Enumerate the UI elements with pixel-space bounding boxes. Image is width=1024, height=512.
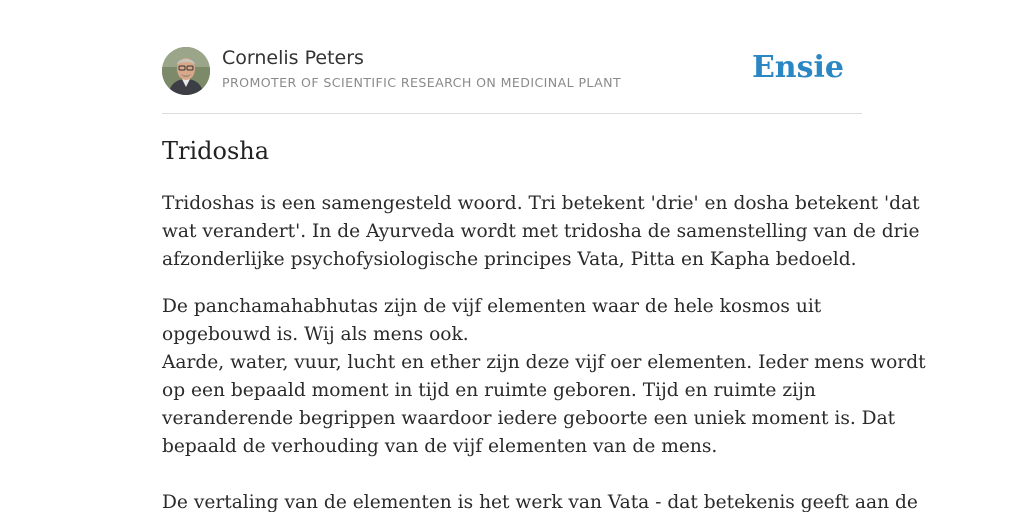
text-line: De panchamahabhutas zijn de vijf elementen waar de hele kosmos uit [162, 296, 822, 317]
text-line: opgebouwd is. Wij als mens ook. [162, 324, 469, 345]
paragraph-2 [162, 293, 926, 512]
author-avatar[interactable] [162, 47, 210, 95]
paragraph-1 [162, 190, 920, 274]
article-title: Tridosha [162, 137, 270, 165]
text-line: bepaald de verhouding van de vijf elementen van de mens. [162, 436, 718, 457]
ensie-logo[interactable]: Ensie [751, 50, 844, 85]
author-name[interactable]: Cornelis Peters [222, 47, 364, 69]
author-photo [162, 47, 210, 95]
text-line: wat verandert'. In de Ayurveda wordt met tridosha de samenstelling van de drie [162, 221, 920, 242]
text-line: veranderende begrippen waardoor iedere geboorte een uniek moment is. Dat [162, 408, 896, 429]
text-line: op een bepaald moment in tijd en ruimte geboren. Tijd en ruimte zijn [162, 380, 816, 401]
author-role: PROMOTER OF SCIENTIFIC RESEARCH ON MEDICINAL PLANT [222, 75, 622, 90]
text-line: Aarde, water, vuur, lucht en ether zijn deze vijf oer elementen. Ieder mens wordt [162, 352, 926, 373]
text-line: Tridoshas is een samengesteld woord. Tri betekent 'drie' en dosha betekent 'dat [162, 193, 920, 214]
article-body [162, 190, 926, 512]
text-line: De vertaling van de elementen is het werk van Vata - dat betekenis geeft aan de [162, 492, 918, 512]
author-header [162, 44, 862, 114]
text-line: afzonderlijke psychofysiologische principes Vata, Pitta en Kapha bedoeld. [162, 249, 857, 270]
